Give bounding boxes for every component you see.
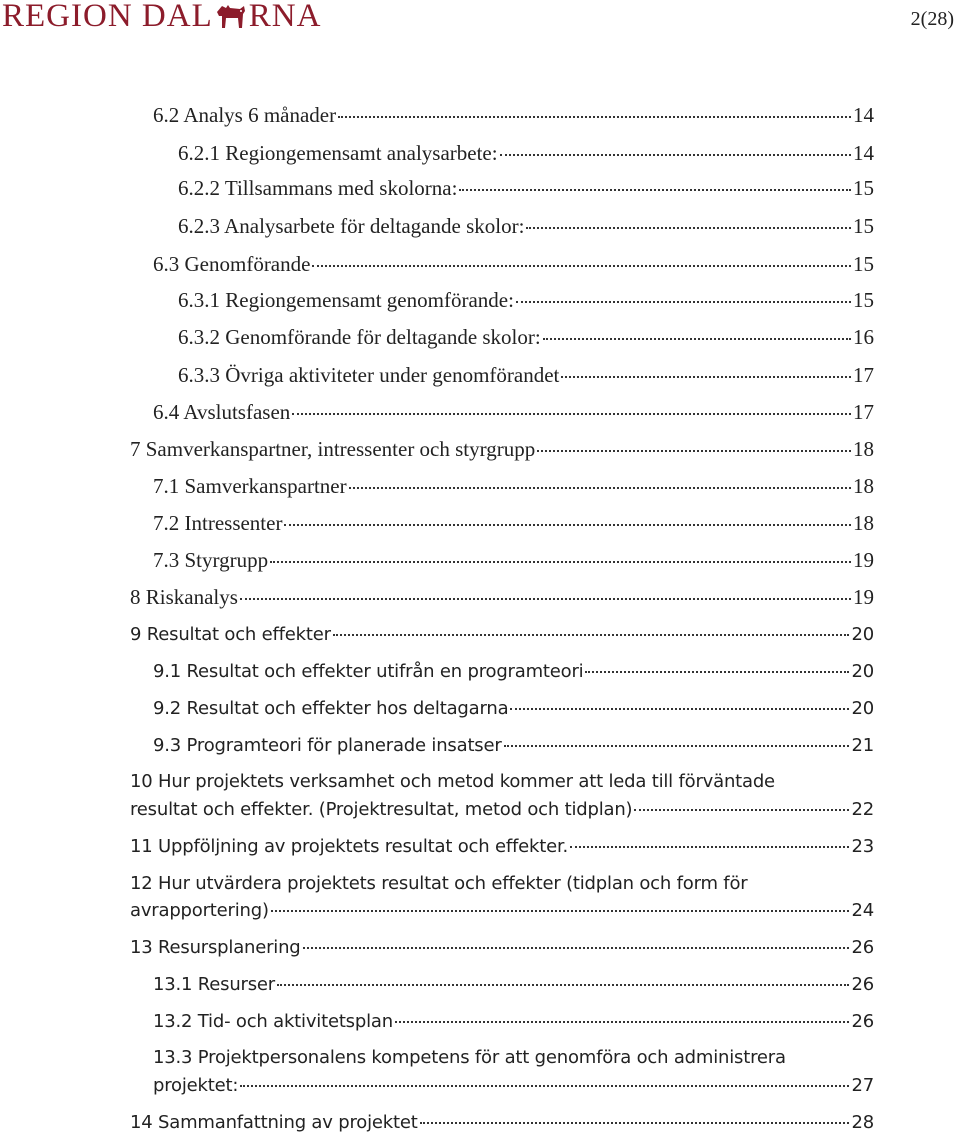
toc-entry[interactable] [178, 288, 874, 313]
toc-entry-title: avrapportering) [130, 900, 269, 921]
toc-dot-leader [338, 116, 851, 118]
toc-entry-title: 6.4 Avslutsfasen [153, 400, 291, 424]
toc-entry-title-line1: 10 Hur projektets verksamhet och metod kommer att leda till förväntade [130, 771, 775, 792]
toc-entry-page-number: 15 [853, 176, 874, 200]
toc-entry[interactable] [153, 696, 874, 721]
toc-entry[interactable] [153, 1009, 874, 1034]
toc-dot-leader [510, 708, 849, 710]
toc-entry-title: 9 Resultat och effekter [130, 624, 331, 645]
toc-entry[interactable] [153, 548, 874, 573]
toc-entry[interactable] [178, 325, 874, 350]
toc-entry[interactable] [153, 474, 874, 499]
toc-entry-page-number: 26 [851, 937, 874, 958]
toc-entry[interactable] [130, 585, 874, 610]
toc-dot-leader [240, 598, 851, 600]
toc-entry[interactable] [130, 834, 874, 859]
toc-dot-leader [395, 1021, 850, 1023]
toc-entry-title: 6.2.1 Regiongemensamt analysarbete: [178, 141, 498, 165]
toc-entry-page-number: 28 [851, 1112, 874, 1133]
toc-entry[interactable] [178, 214, 874, 239]
toc-entry-page-number: 24 [851, 900, 874, 921]
toc-dot-leader [537, 450, 851, 452]
toc-entry-page-number: 18 [853, 474, 874, 498]
toc-dot-leader [284, 524, 851, 526]
toc-entry-title: 11 Uppföljning av projektets resultat och effekter. [130, 836, 569, 857]
toc-entry-title: projektet: [153, 1075, 239, 1096]
toc-entry-page-number: 20 [851, 661, 874, 682]
toc-entry[interactable] [153, 733, 874, 758]
toc-dot-leader [277, 984, 849, 986]
toc-entry[interactable] [178, 141, 874, 166]
toc-entry-title: 6.3.3 Övriga aktiviteter under genomförandet [178, 363, 560, 387]
toc-entry[interactable] [130, 437, 874, 462]
toc-dot-leader [271, 910, 850, 912]
toc-dot-leader [270, 561, 851, 563]
toc-entry-title-line1: 12 Hur utvärdera projektets resultat och effekter (tidplan och form för [130, 873, 748, 894]
toc-entry-title: 13.1 Resurser [153, 974, 276, 995]
toc-entry-page-number: 17 [853, 363, 874, 387]
toc-entry-title: 6.2 Analys 6 månader [153, 103, 337, 127]
toc-dot-leader [526, 227, 851, 229]
toc-entry-title: 6.3 Genomförande [153, 252, 311, 276]
toc-entry-page-number: 23 [851, 836, 874, 857]
toc-entry-page-number: 27 [851, 1075, 874, 1096]
toc-entry[interactable] [153, 1073, 874, 1098]
toc-entry[interactable] [153, 103, 874, 128]
toc-entry[interactable] [153, 511, 874, 536]
toc-entry-page-number: 22 [851, 799, 874, 820]
toc-entry-page-number: 15 [853, 214, 874, 238]
toc-entry-page-number: 15 [853, 288, 874, 312]
toc-entry[interactable] [130, 1110, 874, 1135]
toc-entry-title: 7.2 Intressenter [153, 511, 283, 535]
toc-entry[interactable] [153, 400, 874, 425]
toc-entry-title: 9.3 Programteori för planerade insatser [153, 735, 502, 756]
toc-entry-title: 8 Riskanalys [130, 585, 238, 609]
toc-entry[interactable] [130, 797, 874, 822]
toc-entry-page-number: 26 [851, 1011, 874, 1032]
toc-entry-page-number: 19 [853, 585, 874, 609]
logo-text-right: RNA [248, 0, 322, 34]
toc-dot-leader [561, 376, 851, 378]
toc-dot-leader [570, 846, 849, 848]
toc-entry-page-number: 19 [853, 548, 874, 572]
toc-dot-leader [516, 301, 851, 303]
toc-dot-leader [500, 154, 851, 156]
toc-dot-leader [312, 265, 851, 267]
toc-dot-leader [504, 745, 850, 747]
toc-entry-page-number: 20 [851, 698, 874, 719]
toc-entry-title: 7 Samverkanspartner, intressenter och styrgrupp [130, 437, 536, 461]
toc-entry-title: 6.3.1 Regiongemensamt genomförande: [178, 288, 514, 312]
toc-entry-title: 13 Resursplanering [130, 937, 301, 958]
toc-dot-leader [349, 487, 851, 489]
toc-entry-title: 6.3.2 Genomförande för deltagande skolor: [178, 325, 541, 349]
toc-dot-leader [420, 1122, 850, 1124]
logo-text-left: REGION DAL [2, 0, 213, 34]
toc-entry-page-number: 16 [853, 325, 874, 349]
toc-entry-title: 9.2 Resultat och effekter hos deltagarna [153, 698, 509, 719]
page-number: 2(28) [910, 8, 954, 30]
region-dalarna-logo [2, 0, 321, 32]
dala-horse-icon [214, 2, 248, 30]
toc-entry-title: 6.2.3 Analysarbete för deltagande skolor: [178, 214, 525, 238]
toc-entry[interactable] [130, 935, 874, 960]
page-header [0, 0, 960, 40]
toc-entry-title: 14 Sammanfattning av projektet [130, 1112, 418, 1133]
toc-entry[interactable] [178, 363, 874, 388]
toc-dot-leader [543, 338, 851, 340]
toc-entry-title: 13.2 Tid- och aktivitetsplan [153, 1011, 393, 1032]
toc-dot-leader [240, 1085, 849, 1087]
toc-entry[interactable] [153, 252, 874, 277]
toc-dot-leader [585, 671, 849, 673]
toc-entry-page-number: 17 [853, 400, 874, 424]
toc-entry-page-number: 14 [853, 141, 874, 165]
toc-entry-page-number: 18 [853, 511, 874, 535]
toc-entry-page-number: 14 [853, 103, 874, 127]
toc-dot-leader [292, 413, 851, 415]
toc-entry-page-number: 26 [851, 974, 874, 995]
toc-entry[interactable] [153, 659, 874, 684]
toc-entry-page-number: 18 [853, 437, 874, 461]
toc-entry-title: 7.1 Samverkanspartner [153, 474, 347, 498]
toc-dot-leader [634, 809, 849, 811]
toc-dot-leader [303, 947, 850, 949]
toc-entry-title: resultat och effekter. (Projektresultat, metod och tidplan) [130, 799, 633, 820]
toc-entry-title: 6.2.2 Tillsammans med skolorna: [178, 176, 458, 200]
toc-dot-leader [459, 189, 851, 191]
toc-entry[interactable] [130, 622, 874, 647]
toc-entry-page-number: 20 [851, 624, 874, 645]
toc-entry-page-number: 21 [851, 735, 874, 756]
toc-entry-title: 7.3 Styrgrupp [153, 548, 269, 572]
toc-dot-leader [333, 634, 850, 636]
toc-entry[interactable] [153, 972, 874, 997]
toc-entry-title-line1: 13.3 Projektpersonalens kompetens för att genomföra och administrera [153, 1047, 786, 1068]
toc-entry-title: 9.1 Resultat och effekter utifrån en programteori [153, 661, 584, 682]
toc-entry[interactable] [130, 898, 874, 923]
toc-entry[interactable] [178, 176, 874, 201]
toc-entry-page-number: 15 [853, 252, 874, 276]
